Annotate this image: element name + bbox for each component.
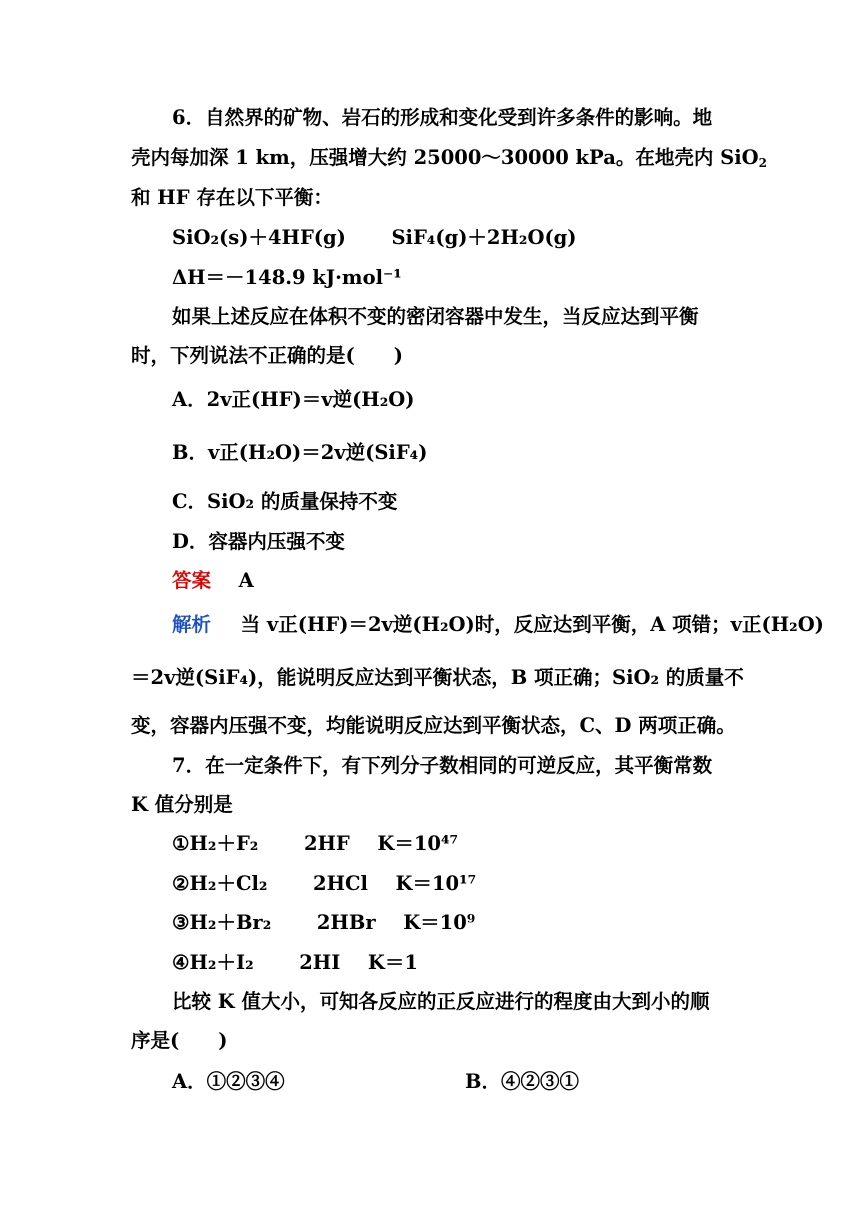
q7-r2-left: ②H₂＋Cl₂ [172, 872, 268, 895]
answer-value: A [238, 569, 254, 592]
q7-r1-right: 2HF [303, 832, 350, 855]
q6-line-2-text: 壳内每加深 1 km，压强增大约 25000～30000 kPa。在地壳内 SiO [131, 146, 759, 169]
q7-r2-k: K＝10¹⁷ [395, 872, 477, 895]
q6-stem-1: 如果上述反应在体积不变的密闭容器中发生，当反应达到平衡 [172, 305, 699, 328]
q7-stem-2: 序是( ) [131, 1029, 228, 1052]
q6-line-1: 6．自然界的矿物、岩石的形成和变化受到许多条件的影响。地 [172, 106, 713, 129]
q7-r4-right: 2HI [299, 951, 341, 974]
q6-line-2: 壳内每加深 1 km，压强增大约 25000～30000 kPa。在地壳内 SiO$_2$ [131, 146, 767, 170]
analysis-label: 解析 [172, 613, 212, 636]
answer-label: 答案 [172, 569, 212, 592]
q6-option-d: D．容器内压强不变 [172, 530, 345, 553]
q6-equation [172, 226, 577, 250]
q7-reaction-4 [172, 951, 418, 975]
q6-option-a: A．2v正(HF)＝v逆(H₂O) [172, 388, 415, 411]
q6-analysis-1 [172, 613, 824, 637]
q7-r1-left: ①H₂＋F₂ [172, 832, 259, 855]
q7-r3-left: ③H₂＋Br₂ [172, 911, 272, 934]
q6-analysis-2: ＝2v逆(SiF₄)，能说明反应达到平衡状态，B 项正确；SiO₂ 的质量不 [131, 666, 744, 689]
q6-enthalpy: ΔH＝－148.9 kJ·mol⁻¹ [172, 266, 402, 289]
q7-reaction-1 [172, 832, 458, 856]
q7-r4-k: K＝1 [367, 951, 418, 974]
q7-r4-left: ④H₂＋I₂ [172, 951, 254, 974]
q7-r3-right: 2HBr [316, 911, 376, 934]
q7-line-2: K 值分别是 [131, 793, 233, 816]
q7-line-1: 7．在一定条件下，有下列分子数相同的可逆反应，其平衡常数 [172, 754, 713, 777]
q7-r3-k: K＝10⁹ [403, 911, 476, 934]
q7-reaction-3 [172, 911, 475, 935]
q6-stem-2: 时，下列说法不正确的是( ) [131, 344, 403, 367]
q7-stem-1: 比较 K 值大小，可知各反应的正反应进行的程度由大到小的顺 [172, 990, 710, 1013]
q6-analysis-3: 变，容器内压强不变，均能说明反应达到平衡状态，C、D 两项正确。 [131, 714, 736, 737]
q7-reaction-2 [172, 872, 476, 896]
q6-equation-right: SiF₄(g)＋2H₂O(g) [391, 226, 577, 249]
q7-r2-right: 2HCl [313, 872, 368, 895]
q7-r1-k: K＝10⁴⁷ [377, 832, 459, 855]
q7-option-a: A．①②③④ [172, 1070, 285, 1093]
q6-option-c: C．SiO₂ 的质量保持不变 [172, 490, 398, 513]
q6-option-b: B．v正(H₂O)＝2v逆(SiF₄) [172, 441, 428, 464]
analysis-text-1: 当 v正(HF)＝2v逆(H₂O)时，反应达到平衡，A 项错；v正(H₂O) [240, 613, 824, 636]
q6-answer [172, 569, 254, 593]
q6-equation-left: SiO₂(s)＋4HF(g) [172, 226, 346, 249]
q7-option-b: B．④②③① [465, 1070, 579, 1093]
q6-line-3: 和 HF 存在以下平衡： [131, 186, 333, 209]
